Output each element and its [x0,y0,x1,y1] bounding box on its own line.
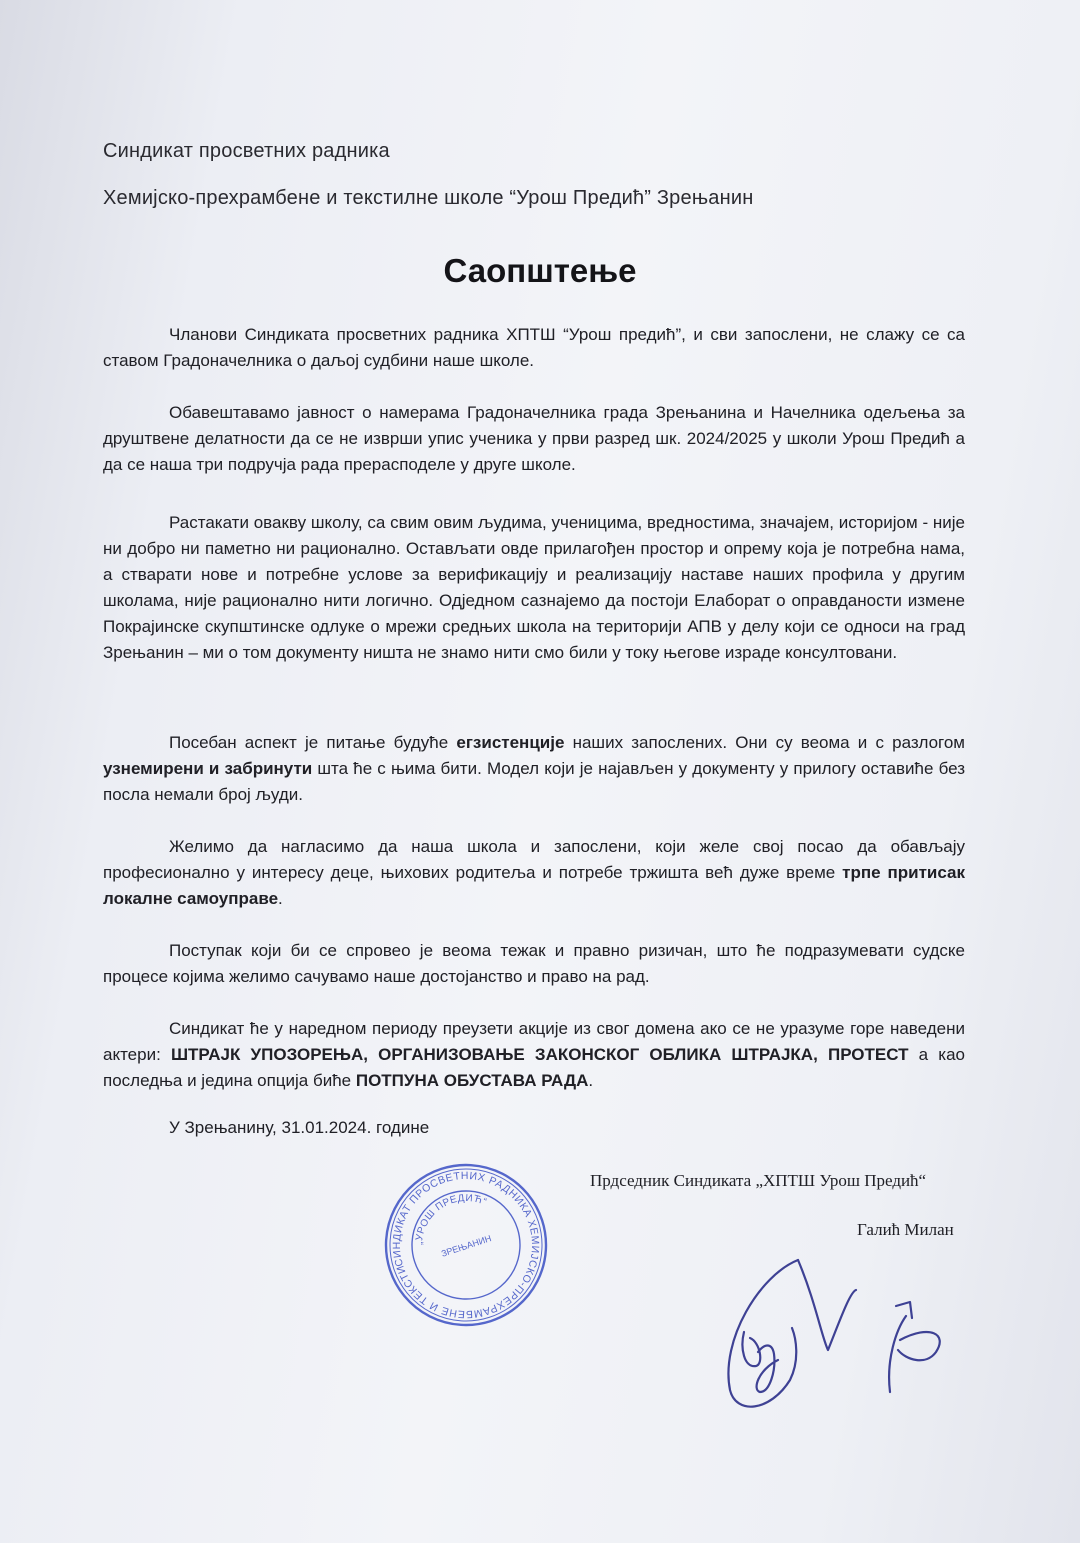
paragraph-6: Поступак који би се спровео је веома тежак и правно ризичан, што ће подразумевати судске процесе којима желимо сачувамо наше достојанство и право на рад. [103,941,965,986]
stamp-center-text: ЗРЕЊАНИН [440,1233,493,1259]
stamp-inner-text: „УРОШ ПРЕДИЋ“ [413,1192,489,1246]
paragraph-3: Растакати овакву школу, са свим овим људима, ученицима, вредностима, значајем, историјом - није ни добро ни паметно ни рационално. Остављати овде прилагођен простор и опрему која је потребна нама, а стварати нове и потребне услове за верификацију и реализацију наставе наших профила у другим школама, није рационално нити логично. Одједном сазнајемо да постоји Елаборат о оправданости измене Покрајинске скупштинске одлуке о мрежи средњих школа на територији АПВ у делу који се односи на град Зрењанин – ми о том документу ништа не знамо нити смо били у току његове израде консултовани. [103,513,965,662]
union-name: Синдикат просветних радника [103,140,390,162]
stamp-outer-text: СИНДИКАТ ПРОСВЕТНИХ РАДНИКА ХЕМИЈСКО-ПРЕХРАМБЕНЕ И ТЕКСТИЛНЕ [390,1169,542,1321]
document-title: Саопштење [443,252,637,289]
signatory-name: Галић Милан [857,1220,954,1239]
union-stamp-icon [381,1160,551,1330]
signatory-role: Прдседник Синдиката „ХПТШ Урош Предић“ [590,1171,927,1190]
paragraph-7: Синдикат ће у наредном периоду преузети акције из свог домена ако се не уразуме горе наведени актери: ШТРАЈК УПОЗОРЕЊА, ОРГАНИЗОВАЊЕ ЗАКОНСКОГ ОБЛИКА ШТРАЈКА, ПРОТЕСТ а као последња и једина опција биће ПОТПУНА ОБУСТАВА РАДА. [103,1019,965,1090]
paragraph-1: Чланови Синдиката просветних радника ХПТШ “Урош предић”, и сви запослени, не слажу се са ставом Градоначелника о даљој судбини наше школе. [103,325,965,370]
paragraph-2: Обавештавамо јавност о намерама Градоначелника града Зрењанина и Начелника одељења за друштвене делатности да се не изврши упис ученика у први разред шк. 2024/2025 у школи Урош Предић а да се наша три подручја рада прерасподеле у друге школе. [103,403,965,474]
handwritten-signature-icon [700,1220,960,1420]
paragraph-4: Посебан аспект је питање будуће егзистенције наших запослених. Они су веома и с разлогом узнемирени и забринути шта ће с њима бити. Модел који је најављен у документу у прилогу оставиће без посла немали број људи. [103,733,966,804]
school-name: Хемијско-прехрамбене и текстилне школе “Урош Предић” Зрењанин [103,187,754,209]
date-line: У Зрењанину, 31.01.2024. године [169,1118,430,1137]
paragraph-5: Желимо да нагласимо да наша школа и запослени, који желе свој посао да обављају професионално у интересу деце, њихових родитеља и потребе тржишта већ дуже време трпе притисак локалне самоуправе. [103,837,965,908]
